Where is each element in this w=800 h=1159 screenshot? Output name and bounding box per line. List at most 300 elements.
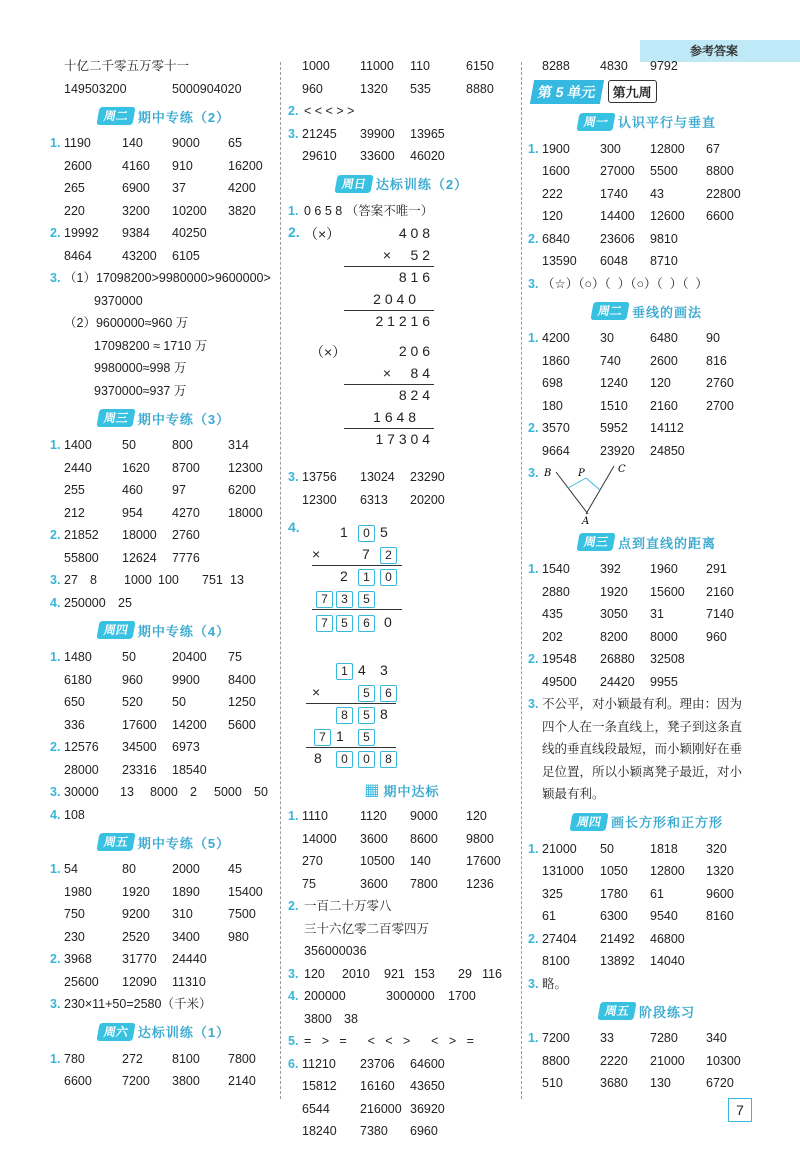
answer-row <box>54 926 274 949</box>
answer-value: 1900 <box>542 141 570 156</box>
answer-value: 6600 <box>706 209 734 223</box>
answer-row <box>50 434 274 457</box>
section-heading: ▦ 期中达标 <box>364 782 440 799</box>
answer-value: 12800 <box>650 141 685 156</box>
grid3 <box>288 466 512 511</box>
answer-value: 39900 <box>360 126 395 141</box>
answer-value: 11210 <box>302 1056 336 1071</box>
answer-value: 7500 <box>228 907 256 921</box>
answer-value: 50 <box>172 695 186 709</box>
answer-value: 180 <box>542 398 563 413</box>
answer-value: 9540 <box>650 909 678 923</box>
answer-row <box>292 1075 512 1098</box>
answer-value: 7800 <box>410 876 438 891</box>
answer-value: 4200 <box>542 331 570 345</box>
answer-value: 9800 <box>466 831 494 846</box>
answer-value: 7200 <box>542 1031 570 1045</box>
answer-row <box>50 858 274 881</box>
answer-value: 120 <box>542 209 563 223</box>
answer-row <box>50 132 274 155</box>
answer-value: 1600 <box>542 164 570 178</box>
answer-value: 37 <box>172 181 186 195</box>
answer-value: 9810 <box>650 231 678 246</box>
grid3 <box>288 123 512 168</box>
answer-row <box>50 1048 274 1071</box>
answer-value: 20400 <box>172 650 207 664</box>
answer-value: 13892 <box>600 954 635 968</box>
svg-text:A: A <box>582 516 590 526</box>
answer-row <box>288 1053 512 1076</box>
answer-row <box>54 200 274 223</box>
answer-value: 325 <box>542 886 563 901</box>
answer-row <box>528 417 762 440</box>
answer-value: 5952 <box>600 421 628 435</box>
answer-value: 20200 <box>410 492 445 507</box>
answer-row <box>532 395 762 418</box>
answer-value: 6973 <box>172 740 200 754</box>
answer-value: 650 <box>64 695 85 709</box>
answer-value: 9000 <box>410 809 438 823</box>
answer-row <box>288 805 512 828</box>
answer-value: 3820 <box>228 203 256 218</box>
grid4 <box>50 858 274 948</box>
answer-value: 54 <box>64 862 78 876</box>
answer-value: 16200 <box>228 158 263 173</box>
svg-text:B: B <box>544 468 552 479</box>
answer-value: 130 <box>650 1076 671 1090</box>
answer-value: 1740 <box>600 186 628 201</box>
answer-row <box>532 160 762 183</box>
answer-value: 6840 <box>542 231 570 246</box>
answer-value: 1920 <box>600 584 628 599</box>
answer-row <box>54 547 274 570</box>
answer-row <box>532 205 762 228</box>
answer-value: 7280 <box>650 1031 678 1045</box>
answer-value: 23606 <box>600 231 635 246</box>
answer-value: 1920 <box>122 884 150 899</box>
answer-row <box>54 1070 274 1093</box>
answer-row <box>528 648 762 671</box>
answer-value: 6544 <box>302 1101 330 1116</box>
answer-value: 216000 <box>360 1101 402 1116</box>
answer-row <box>54 177 274 200</box>
answer-value: 460 <box>122 483 143 497</box>
answer-row <box>292 145 512 168</box>
question-number: 3. <box>288 470 299 484</box>
answer-value: 6720 <box>706 1076 734 1090</box>
answer-value: 2760 <box>706 376 734 390</box>
answer-value: 314 <box>228 438 249 452</box>
answer-value: 8100 <box>542 954 570 968</box>
grid4 <box>528 838 762 928</box>
answer-value: 3600 <box>360 876 388 891</box>
answer-column-2: 1000 11000 110 6150 960 1320 535 8880 2. < < < > > 3. 21245 39900 13965 29610 33600 46020 周日 达标训练（2） 1. 0 6 5 8 （答案不唯一） 2. （×） 4 0 8 × 5 2 8 1 6 2 0 4 0 2 1 2 1 6 （×） 2 0 6 × 8 4 8 2 4 1 6 4 8 1 7 3 0 4 3. 13756 13024 23290 12300 6313 20200 4. 1 0 5 × 7 2 2 1 0 7 3 5 7 5 6 0 1 4 3 × 5 6 8 5 8 7 1 5 8 0 0 8 ▦ 期中达标 1. 1110 1120 9000 120 14000 3600 8600 9800 270 10500 140 17600 75 3600 7800 1236 2. 一百二十万零八 三十六亿零二百零四万 356000036 3. 120 2010 921 153 29 116 4. 200000 3000000 1700 3800 38 5. = > = < < > < > = 6. 11210 23706 64600 15812 16160 43650 6544 216000 36920 18240 7380 6960 <box>292 55 512 1143</box>
answer-value: 960 <box>706 629 727 644</box>
question-number: 2. <box>528 652 539 666</box>
answer-value: 80 <box>122 862 136 876</box>
grid3 <box>50 948 274 993</box>
answer-row <box>54 903 274 926</box>
answer-column-3: 8288 4830 9792 第 5 单元 第九周 周一 认识平行与垂直 1. 1900 300 12800 67 1600 27000 5500 8800 222 1740 43 22800 120 14400 12600 6600 2. 6840 23606 9810 13590 6048 8710 3. （☆）（○）（ ）（○）（ ）（ ） 周二 垂线的画法 1. 4200 30 6480 90 1860 740 2600 816 698 1240 120 2760 180 1510 2160 2700 2. 3570 5952 14112 9664 23920 24850 3. B P C A 周三 点到直线的距离 1. 1540 392 1960 291 2880 1920 15600 2160 435 3050 31 7140 202 8200 8000 960 2. 19548 26880 32508 49500 24420 9955 3. 不公平，对小颖最有利。理由：因为四个人在一条直线上，凳子到这条直线的垂直线段最短，而小颖刚好在垂足位置，所以小颖离凳子最近，对小颖最有利。 周四 画长方形和正方形 1. 21000 50 1818 320 131000 1050 12800 1320 325 1780 61 9600 61 6300 9540 8160 2. 27404 21492 46800 8100 13892 14040 3. 略。 周五 阶段练习 1. 7200 33 7280 340 8800 2220 21000 10300 510 3680 130 6720 <box>532 55 762 1095</box>
answer-value: 17600 <box>122 717 157 732</box>
answer-value: 64600 <box>410 1056 445 1071</box>
answer-value: 3800 <box>172 1074 200 1088</box>
answer-value: 75 <box>228 650 242 664</box>
answer-value: 6150 <box>466 59 494 73</box>
answer-value: 1540 <box>542 562 570 576</box>
answer-value: 2000 <box>172 862 200 876</box>
answer-row <box>50 948 274 971</box>
answer-value: 18240 <box>302 1124 337 1138</box>
answer-value: 14200 <box>172 717 207 732</box>
answer-row <box>54 457 274 480</box>
grid4 <box>528 327 762 417</box>
answer-row <box>50 736 274 759</box>
answer-value: 21000 <box>542 841 577 856</box>
answer-value: 320 <box>706 841 727 856</box>
grid3 <box>528 928 762 973</box>
question-number: 2. <box>528 231 539 246</box>
grid4 <box>50 646 274 736</box>
answer-value: 46020 <box>410 149 445 163</box>
question-number: 1. <box>288 809 299 823</box>
answer-value: 65 <box>228 136 242 150</box>
answer-value: 6600 <box>64 1074 92 1088</box>
question-number: 2. <box>50 952 61 966</box>
grid3 <box>528 228 762 273</box>
answer-value: 31 <box>650 607 664 621</box>
answer-value: 8880 <box>466 81 494 96</box>
grid4 <box>50 434 274 524</box>
question-number: 2. <box>528 931 539 946</box>
answer-value: 2160 <box>706 584 734 599</box>
answer-value: 12300 <box>302 492 337 507</box>
answer-value: 25600 <box>64 974 99 989</box>
question-number: 1. <box>50 1051 61 1066</box>
answer-value: 6105 <box>172 248 200 263</box>
answer-value: 7140 <box>706 607 734 621</box>
answer-value: 980 <box>228 929 249 944</box>
answer-value: 4270 <box>172 505 200 520</box>
grid3 <box>50 222 274 267</box>
answer-value: 33600 <box>360 149 395 163</box>
answer-value: 1120 <box>360 809 387 823</box>
answer-value: 6900 <box>122 181 150 195</box>
answer-value: 21000 <box>650 1053 685 1068</box>
answer-value: 230 <box>64 929 85 944</box>
answer-value: 6300 <box>600 909 628 923</box>
answer-value: 149503200 <box>64 81 127 96</box>
answer-value: 6048 <box>600 254 628 268</box>
answer-value: 21245 <box>302 126 337 141</box>
answer-value: 7800 <box>228 1051 256 1066</box>
answer-value: 12576 <box>64 740 99 754</box>
answer-value: 8700 <box>172 460 200 475</box>
answer-value: 97 <box>172 483 186 497</box>
answer-value: 21852 <box>64 528 99 542</box>
answer-value: 9200 <box>122 907 150 921</box>
question-number: 2. <box>50 528 61 542</box>
answer-value: 960 <box>122 672 143 687</box>
answer-value: 27404 <box>542 931 577 946</box>
answer-row <box>50 524 274 547</box>
answer-value: 2220 <box>600 1053 628 1068</box>
answer-value: 10200 <box>172 203 207 218</box>
answer-value: 3600 <box>360 831 388 846</box>
answer-value: 6480 <box>650 331 678 345</box>
answer-value: 10300 <box>706 1053 741 1068</box>
grid3 <box>50 736 274 781</box>
answer-row <box>532 603 762 626</box>
answer-value: 1960 <box>650 562 678 576</box>
answer-value: 4200 <box>228 181 256 195</box>
answer-value: 780 <box>64 1051 85 1066</box>
answer-value: 140 <box>410 854 431 868</box>
answer-row <box>54 714 274 737</box>
answer-value: 90 <box>706 331 720 345</box>
section-heading: 周二 垂线的画法 <box>532 295 762 327</box>
answer-value: 12624 <box>122 550 157 565</box>
answer-row <box>292 78 512 101</box>
answer-value: 12800 <box>650 864 685 878</box>
answer-value: 19548 <box>542 652 577 666</box>
answer-value: 27000 <box>600 164 635 178</box>
answer-value: 510 <box>542 1076 563 1090</box>
answer-row <box>54 669 274 692</box>
answer-value: 18000 <box>228 505 263 520</box>
answer-value: 49500 <box>542 674 577 689</box>
answer-value: 265 <box>64 181 85 195</box>
answer-row <box>528 558 762 581</box>
answer-row <box>292 850 512 873</box>
answer-row <box>532 626 762 649</box>
answer-value: 12600 <box>650 209 685 223</box>
answer-column-1: 十亿二千零五万零十一 149503200 5000904020 周二 期中专练（2） 1. 1190 140 9000 65 2600 4160 910 16200 265 6900 37 4200 220 3200 10200 3820 2. 19992 9384 40250 8464 43200 6105 3. （1）17098200>9980000>9600000> 9370000 （2）9600000≈960 万 17098200 ≈ 1710 万 9980000≈998 万 9370000≈937 万 周三 期中专练（3） 1. 1400 50 800 314 2440 1620 8700 12300 255 460 97 6200 212 954 4270 18000 2. 21852 18000 2760 55800 12624 7776 3. 27 8 1000 100 751 13 4. 250000 25 周四 期中专练（4） 1. 1480 50 20400 75 6180 960 9900 8400 650 520 50 1250 336 17600 14200 5600 2. 12576 34500 6973 28000 23316 18540 3. 30000 13 8000 2 5000 50 4. 108 周五 期中专练（5） 1. 54 80 2000 45 1980 1920 1890 15400 750 9200 310 7500 230 2520 3400 980 2. 3968 31770 24440 25600 12090 11310 3. 230×11+50=2580（千米） 周六 达标训练（1） 1. 780 272 8100 7800 6600 7200 3800 2140 <box>54 55 274 1093</box>
grid4 <box>50 1048 274 1093</box>
answer-row <box>292 828 512 851</box>
answer-value: 3050 <box>600 607 628 621</box>
answer-value: 1000 <box>302 59 330 73</box>
answer-value: 2600 <box>650 353 678 368</box>
section-heading: 周三 点到直线的距离 <box>532 526 762 558</box>
answer-value: 1050 <box>600 864 628 878</box>
answer-row <box>532 1072 762 1095</box>
answer-value: 67 <box>706 141 720 156</box>
answer-row <box>532 1050 762 1073</box>
answer-row <box>528 138 762 161</box>
answer-value: 1980 <box>64 884 92 899</box>
answer-value: 5600 <box>228 717 256 732</box>
answer-value: 5000904020 <box>172 81 242 96</box>
answer-value: 11000 <box>360 59 394 73</box>
grid4 <box>288 805 512 895</box>
answer-value: 2520 <box>122 929 150 944</box>
answer-value: 45 <box>228 862 242 876</box>
answer-value: 2700 <box>706 398 734 413</box>
answer-value: 1818 <box>650 841 678 856</box>
answer-value: 8600 <box>410 831 438 846</box>
answer-value: 1320 <box>706 864 734 878</box>
answer-value: 16160 <box>360 1079 395 1093</box>
section-heading: 周四 画长方形和正方形 <box>532 806 762 838</box>
answer-row <box>532 440 762 463</box>
answer-value: 14112 <box>650 421 684 435</box>
answer-value: 698 <box>542 376 563 390</box>
answer-value: 43200 <box>122 248 157 263</box>
answer-value: 3968 <box>64 952 92 966</box>
answer-value: 34500 <box>122 740 157 754</box>
answer-value: 740 <box>600 353 621 368</box>
answer-row <box>54 479 274 502</box>
answer-value: 6960 <box>410 1124 438 1138</box>
answer-value: 2760 <box>172 528 200 542</box>
answer-value: 1780 <box>600 886 628 901</box>
grid4 <box>528 138 762 228</box>
answer-row <box>528 838 762 861</box>
question-number: 3. <box>288 126 299 141</box>
answer-row <box>528 928 762 951</box>
answer-row <box>532 883 762 906</box>
answer-row <box>292 1120 512 1143</box>
question-number: 1. <box>528 1031 539 1045</box>
grid4 <box>50 132 274 222</box>
header-label: 参考答案 <box>690 44 739 58</box>
question-number: 6. <box>288 1056 299 1071</box>
answer-row <box>54 881 274 904</box>
answer-row <box>532 372 762 395</box>
question-number: 1. <box>528 562 539 576</box>
vertical-multiplication: 2. （×） 4 0 8 × 5 2 8 1 6 2 0 4 0 2 1 2 1 6 （×） 2 0 6 × 8 4 <box>292 222 512 398</box>
answer-value: 7380 <box>360 1124 388 1138</box>
answer-row <box>50 222 274 245</box>
answer-text: 十亿二千零五万零十一 <box>64 59 190 73</box>
answer-value: 910 <box>172 158 193 173</box>
answer-value: 24440 <box>172 952 207 966</box>
answer-value: 40250 <box>172 226 207 240</box>
answer-value: 291 <box>706 562 727 576</box>
grid3 <box>528 417 762 462</box>
answer-value: 50 <box>122 438 136 452</box>
answer-value: 43650 <box>410 1079 445 1093</box>
answer-value: 3570 <box>542 421 570 435</box>
answer-value: 18000 <box>122 528 157 542</box>
answer-value: 13024 <box>360 470 395 484</box>
grid4 <box>292 55 512 100</box>
answer-value: 1110 <box>302 809 328 823</box>
answer-value: 8400 <box>228 672 256 687</box>
answer-value: 6200 <box>228 483 256 497</box>
answer-value: 17600 <box>466 854 501 868</box>
answer-value: 220 <box>64 203 85 218</box>
answer-row <box>54 691 274 714</box>
grid4 <box>528 1027 762 1095</box>
answer-value: 310 <box>172 907 193 921</box>
answer-value: 1510 <box>600 398 628 413</box>
answer-value: 22800 <box>706 186 741 201</box>
answer-value: 750 <box>64 907 85 921</box>
answer-value: 55800 <box>64 550 99 565</box>
answer-row <box>528 327 762 350</box>
answer-value: 14400 <box>600 209 635 223</box>
question-number: 2. <box>528 421 539 435</box>
grid3 <box>50 524 274 569</box>
answer-value: 4160 <box>122 158 150 173</box>
answer-value: 3200 <box>122 203 150 218</box>
answer-value: 9384 <box>122 226 150 240</box>
answer-value: 8800 <box>706 164 734 178</box>
answer-value: 7200 <box>122 1074 150 1088</box>
answer-value: 61 <box>542 909 556 923</box>
question-number: 1. <box>50 136 61 150</box>
answer-value: 1480 <box>64 650 92 664</box>
unit-heading: 第 5 单元 第九周 <box>532 78 762 106</box>
question-number: 1. <box>50 650 61 664</box>
grid3 <box>528 648 762 693</box>
perpendicular-diagram <box>542 462 632 526</box>
question-number: 1. <box>528 141 539 156</box>
answer-value: 12300 <box>228 460 263 475</box>
answer-row <box>54 759 274 782</box>
answer-value: 270 <box>302 854 323 868</box>
answer-row <box>532 581 762 604</box>
answer-value: 7776 <box>172 550 200 565</box>
section-heading: 周五 期中专练（5） <box>54 826 274 858</box>
answer-value: 3400 <box>172 929 200 944</box>
answer-value: 1190 <box>64 136 91 150</box>
answer-value: 131000 <box>542 864 584 878</box>
answer-value: 30 <box>600 331 614 345</box>
answer-value: 300 <box>600 141 621 156</box>
section-heading: 周六 达标训练（1） <box>54 1016 274 1048</box>
answer-value: 1890 <box>172 884 200 899</box>
answer-row <box>528 228 762 251</box>
answer-value: 392 <box>600 562 621 576</box>
calendar-icon: ▦ <box>364 782 380 799</box>
grid4 <box>528 558 762 648</box>
answer-value: 33 <box>600 1031 614 1045</box>
answer-value: 202 <box>542 629 563 644</box>
svg-text:P: P <box>578 468 585 479</box>
answer-row <box>288 466 512 489</box>
answer-row <box>292 55 512 78</box>
boxed-multiplication: 1 4 3 × 5 6 8 5 8 7 1 5 8 0 0 8 <box>292 659 512 775</box>
answer-value: 15600 <box>650 584 685 599</box>
answer-row <box>528 1027 762 1050</box>
answer-value: 6180 <box>64 672 92 687</box>
column-divider <box>521 62 522 1099</box>
answer-value: 8200 <box>600 629 628 644</box>
column-divider <box>280 62 281 1099</box>
answer-value: 340 <box>706 1031 727 1045</box>
answer-value: 50 <box>600 841 614 856</box>
answer-row <box>532 250 762 273</box>
answer-value: 11310 <box>172 974 206 989</box>
answer-value: 13965 <box>410 126 445 141</box>
answer-value: 9900 <box>172 672 200 687</box>
answer-value: 272 <box>122 1051 143 1066</box>
answer-row <box>292 873 512 896</box>
answer-value: 2140 <box>228 1074 256 1088</box>
question-number: 1. <box>528 841 539 856</box>
answer-value: 222 <box>542 186 563 201</box>
answer-row <box>54 502 274 525</box>
svg-text:C: C <box>618 464 626 475</box>
answer-value: 14040 <box>650 954 685 968</box>
answer-value: 36920 <box>410 1101 445 1116</box>
boxed-multiplication: 4. 1 0 5 × 7 2 2 1 0 7 3 5 7 5 6 0 <box>292 517 512 645</box>
answer-value: 31770 <box>122 952 157 966</box>
answer-value: 8000 <box>650 629 678 644</box>
